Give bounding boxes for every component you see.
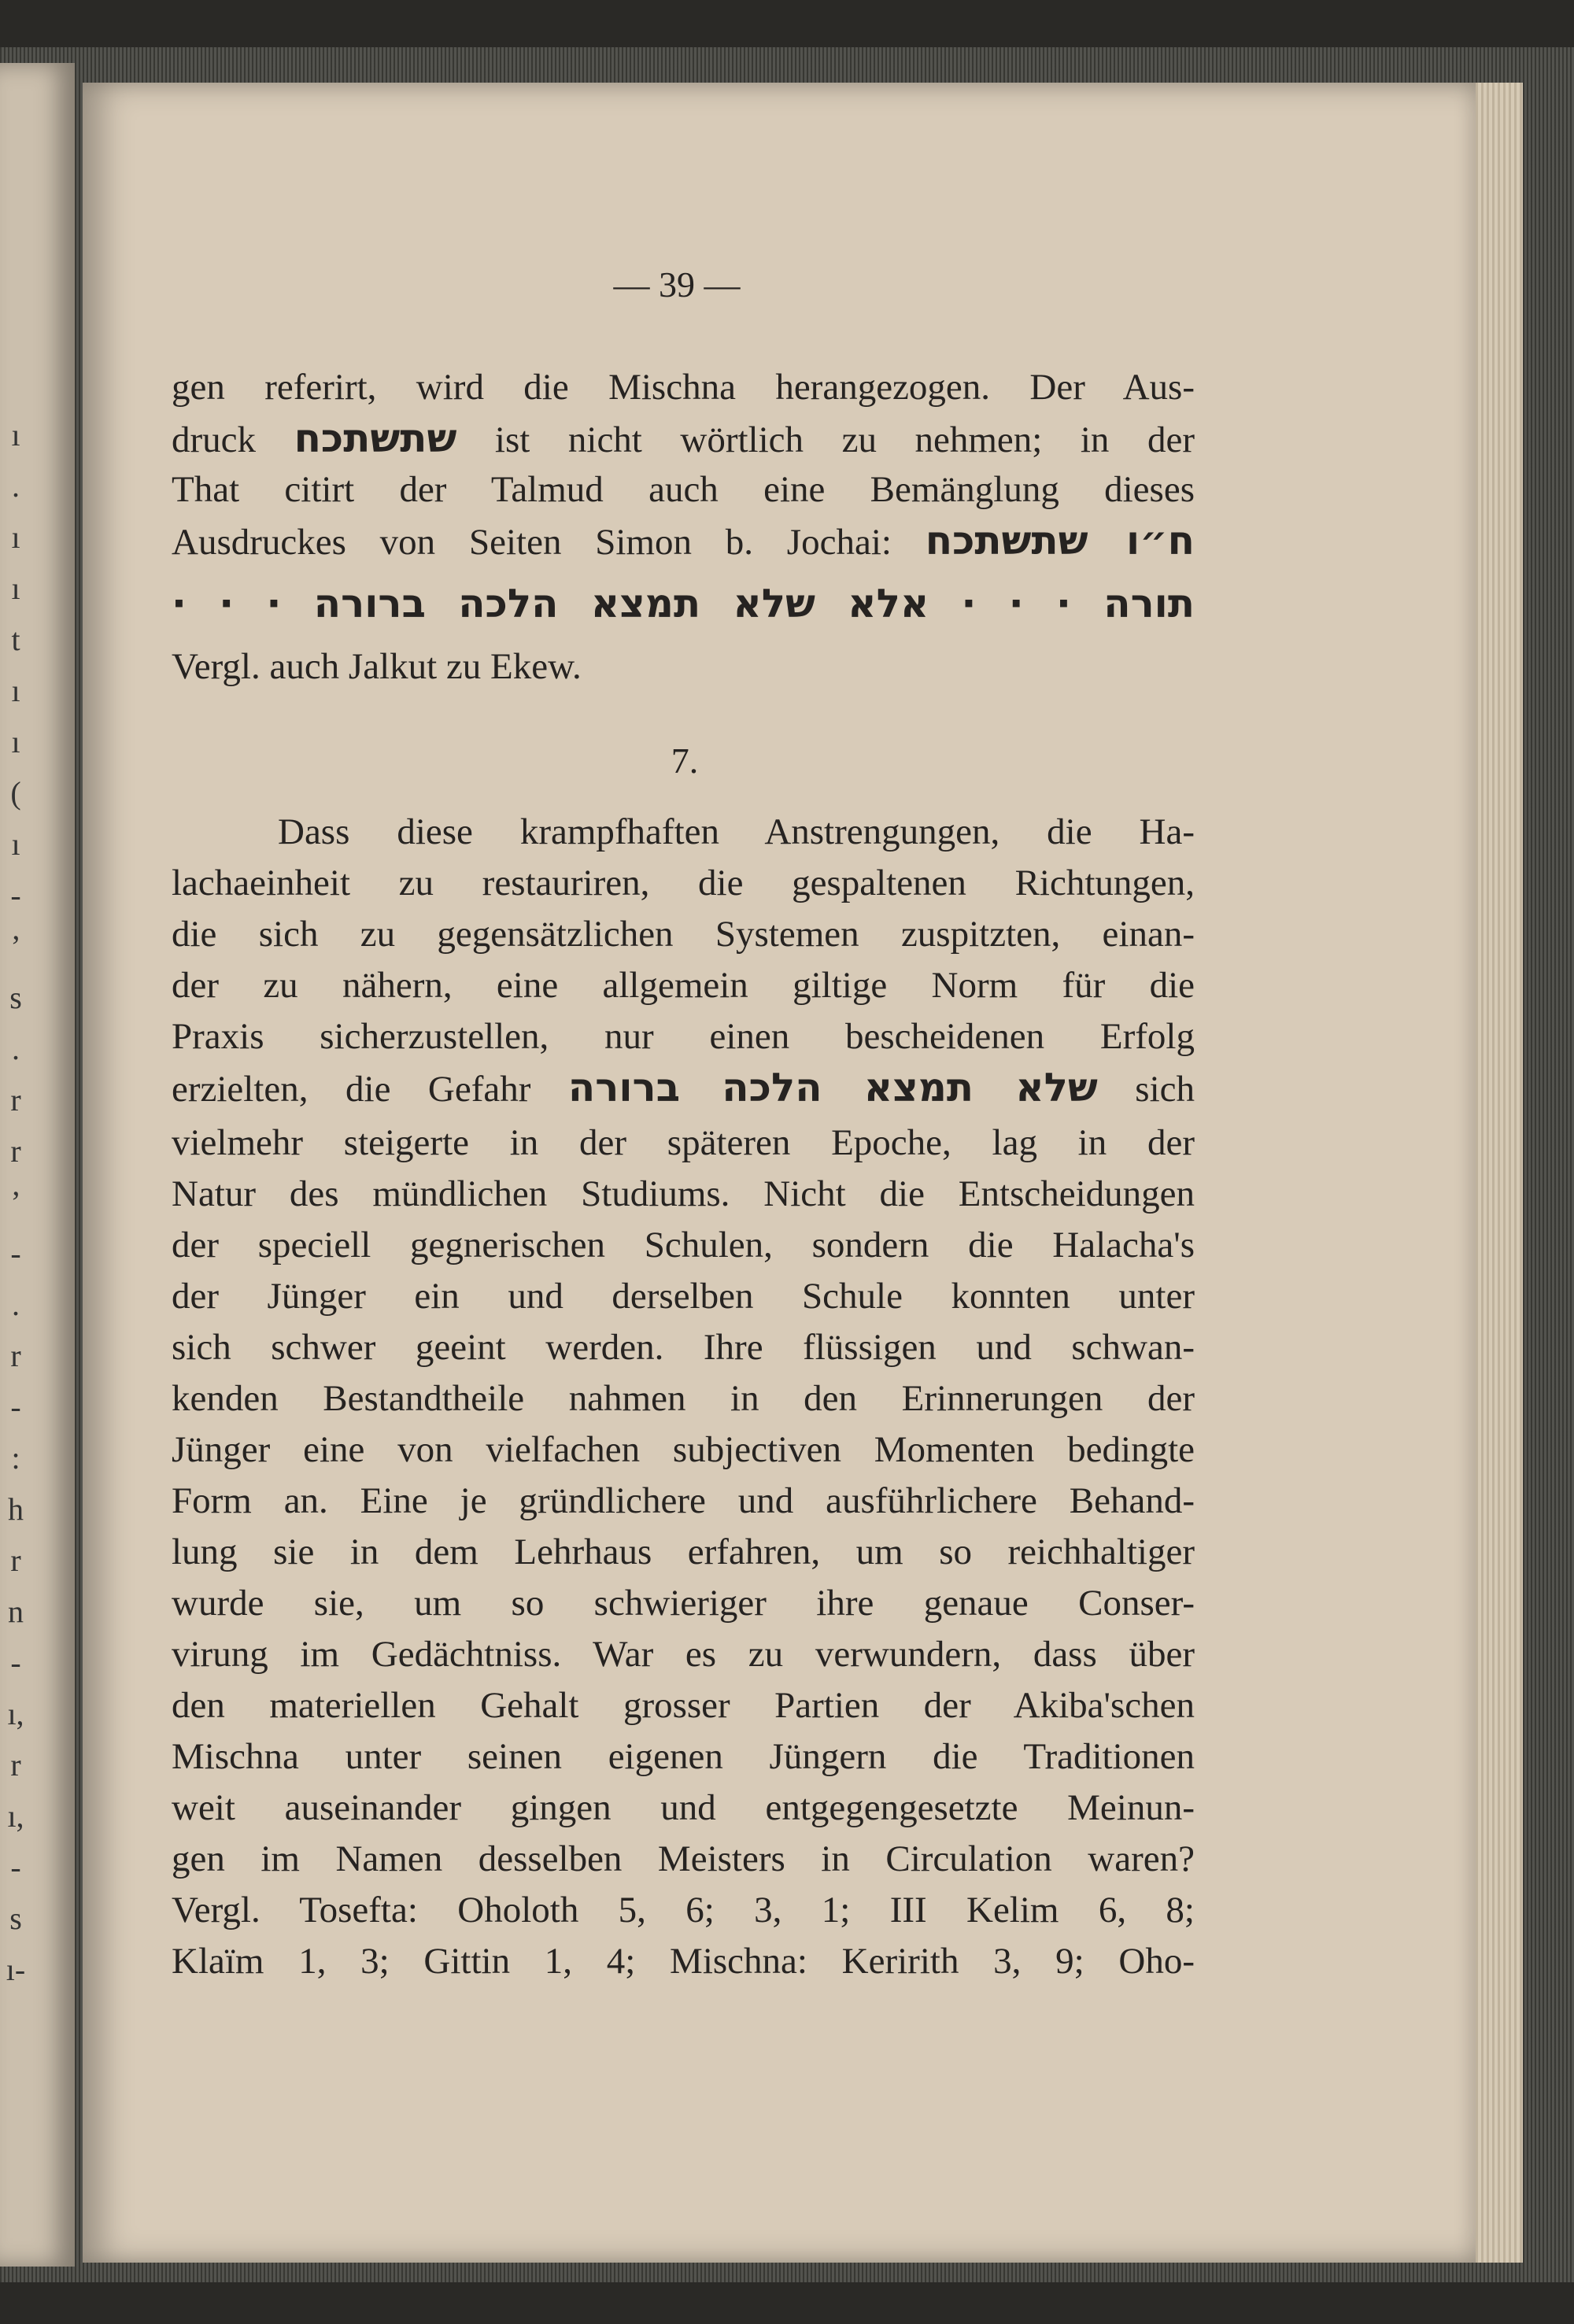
hebrew-quote: ח״ו שתשתכח	[925, 518, 1195, 563]
text-line: Natur des mündlichen Studiums. Nicht die Entscheidungen	[172, 1173, 1195, 1214]
margin-char: ’	[10, 1184, 21, 1220]
margin-char: ı	[11, 826, 20, 862]
text-line: That citirt der Talmud auch eine Bemänglung dieses	[172, 469, 1195, 510]
text-fragment: erzielten, die Gefahr	[172, 1069, 531, 1110]
margin-char: -	[10, 878, 21, 913]
text-line	[172, 413, 1195, 465]
text-line: Form an. Eine je gründlichere und ausführlichere Behand-	[172, 1480, 1195, 1521]
text-line: Dass diese krampfhaften Anstrengungen, die Ha-	[278, 811, 1195, 852]
text-fragment: ist nicht wörtlich zu nehmen; in der	[456, 419, 1195, 460]
margin-char: .	[12, 468, 20, 504]
margin-char: -	[10, 1236, 21, 1271]
margin-char: -	[10, 1389, 21, 1424]
text-line	[172, 1062, 1195, 1114]
text-fragment: Ausdruckes von Seiten Simon b. Jochai:	[172, 522, 926, 563]
text-line: wurde sie, um so schwieriger ihre genaue Conser-	[172, 1583, 1195, 1624]
text-line: der Jünger ein und derselben Schule konnten unter	[172, 1276, 1195, 1317]
margin-char: ’	[10, 929, 21, 964]
margin-char: n	[8, 1594, 24, 1629]
hebrew-quote: תורה ⋅ ⋅ ⋅ אלא שלא תמצא הלכה ברורה ⋅ ⋅ ⋅	[172, 581, 1195, 626]
text-fragment: sich	[1135, 1069, 1195, 1110]
margin-char: ı	[11, 417, 20, 453]
text-line: Praxis sicherzustellen, nur einen bescheidenen Erfolg	[172, 1016, 1195, 1057]
text-line: der zu nähern, eine allgemein giltige Norm für die	[172, 965, 1195, 1006]
text-fragment: druck	[172, 419, 294, 460]
text-line: Jünger eine von vielfachen subjectiven Momenten bedingte	[172, 1429, 1195, 1470]
margin-char: s	[9, 1901, 22, 1936]
text-line: gen im Namen desselben Meisters in Circulation waren?	[172, 1838, 1195, 1879]
margin-char: r	[10, 1338, 21, 1373]
section-number: 7.	[671, 741, 699, 781]
text-line: Vergl. Tosefta: Oholoth 5, 6; 3, 1; III Kelim 6, 8;	[172, 1890, 1195, 1931]
margin-char: r	[10, 1543, 21, 1578]
text-line: gen referirt, wird die Mischna herangezogen. Der Aus-	[172, 367, 1195, 408]
text-line: kenden Bestandtheile nahmen in den Erinnerungen der	[172, 1378, 1195, 1419]
margin-char: ı-	[6, 1952, 26, 1987]
margin-char: r	[10, 1747, 21, 1783]
margin-char: ı	[11, 519, 20, 555]
margin-char: ı	[11, 571, 20, 606]
text-line: weit auseinander gingen und entgegengesetzte Meinun-	[172, 1787, 1195, 1828]
text-line: den materiellen Gehalt grosser Partien der Akiba'schen	[172, 1685, 1195, 1726]
margin-char: s	[9, 980, 22, 1015]
margin-char: :	[11, 1440, 20, 1476]
text-line: der speciell gegnerischen Schulen, sondern die Halacha's	[172, 1225, 1195, 1265]
text-line: Klaïm 1, 3; Gittin 1, 4; Mischna: Keririth 3, 9; Oho-	[172, 1941, 1195, 1982]
margin-char: (	[10, 775, 21, 811]
margin-char: ı,	[7, 1696, 24, 1731]
margin-char: h	[8, 1491, 24, 1527]
hebrew-phrase: שלא תמצא הלכה ברורה	[567, 1065, 1098, 1110]
text-line: Mischna unter seinen eigenen Jüngern die Traditionen	[172, 1736, 1195, 1777]
margin-char: .	[12, 1287, 20, 1322]
text-line: lung sie in dem Lehrhaus erfahren, um so reichhaltiger	[172, 1531, 1195, 1572]
page-stack-edge	[1476, 83, 1523, 2263]
margin-char: -	[10, 1645, 21, 1680]
hebrew-line	[172, 578, 1195, 630]
margin-char: .	[12, 1031, 20, 1066]
text-line: die sich zu gegensätzlichen Systemen zuspitzten, einan-	[172, 914, 1195, 955]
hebrew-word: שתשתכח	[294, 416, 457, 461]
margin-char: ı	[11, 673, 20, 708]
margin-char: ı	[11, 724, 20, 759]
text-line: sich schwer geeint werden. Ihre flüssigen und schwan-	[172, 1327, 1195, 1368]
text-line: vielmehr steigerte in der späteren Epoche, lag in der	[172, 1122, 1195, 1163]
page-number: — 39 —	[613, 264, 741, 305]
margin-char: t	[11, 622, 20, 657]
margin-char: ı,	[7, 1798, 24, 1834]
text-line: Vergl. auch Jalkut zu Ekew.	[172, 646, 582, 687]
left-margin-chars	[0, 409, 31, 1995]
margin-char: r	[10, 1133, 21, 1169]
text-line: lachaeinheit zu restauriren, die gespaltenen Richtungen,	[172, 863, 1195, 903]
text-line	[172, 515, 1195, 567]
margin-char: -	[10, 1849, 21, 1885]
left-page-edge	[0, 63, 75, 2267]
margin-char: r	[10, 1082, 21, 1118]
text-line: virung im Gedächtniss. War es zu verwundern, dass über	[172, 1634, 1195, 1675]
